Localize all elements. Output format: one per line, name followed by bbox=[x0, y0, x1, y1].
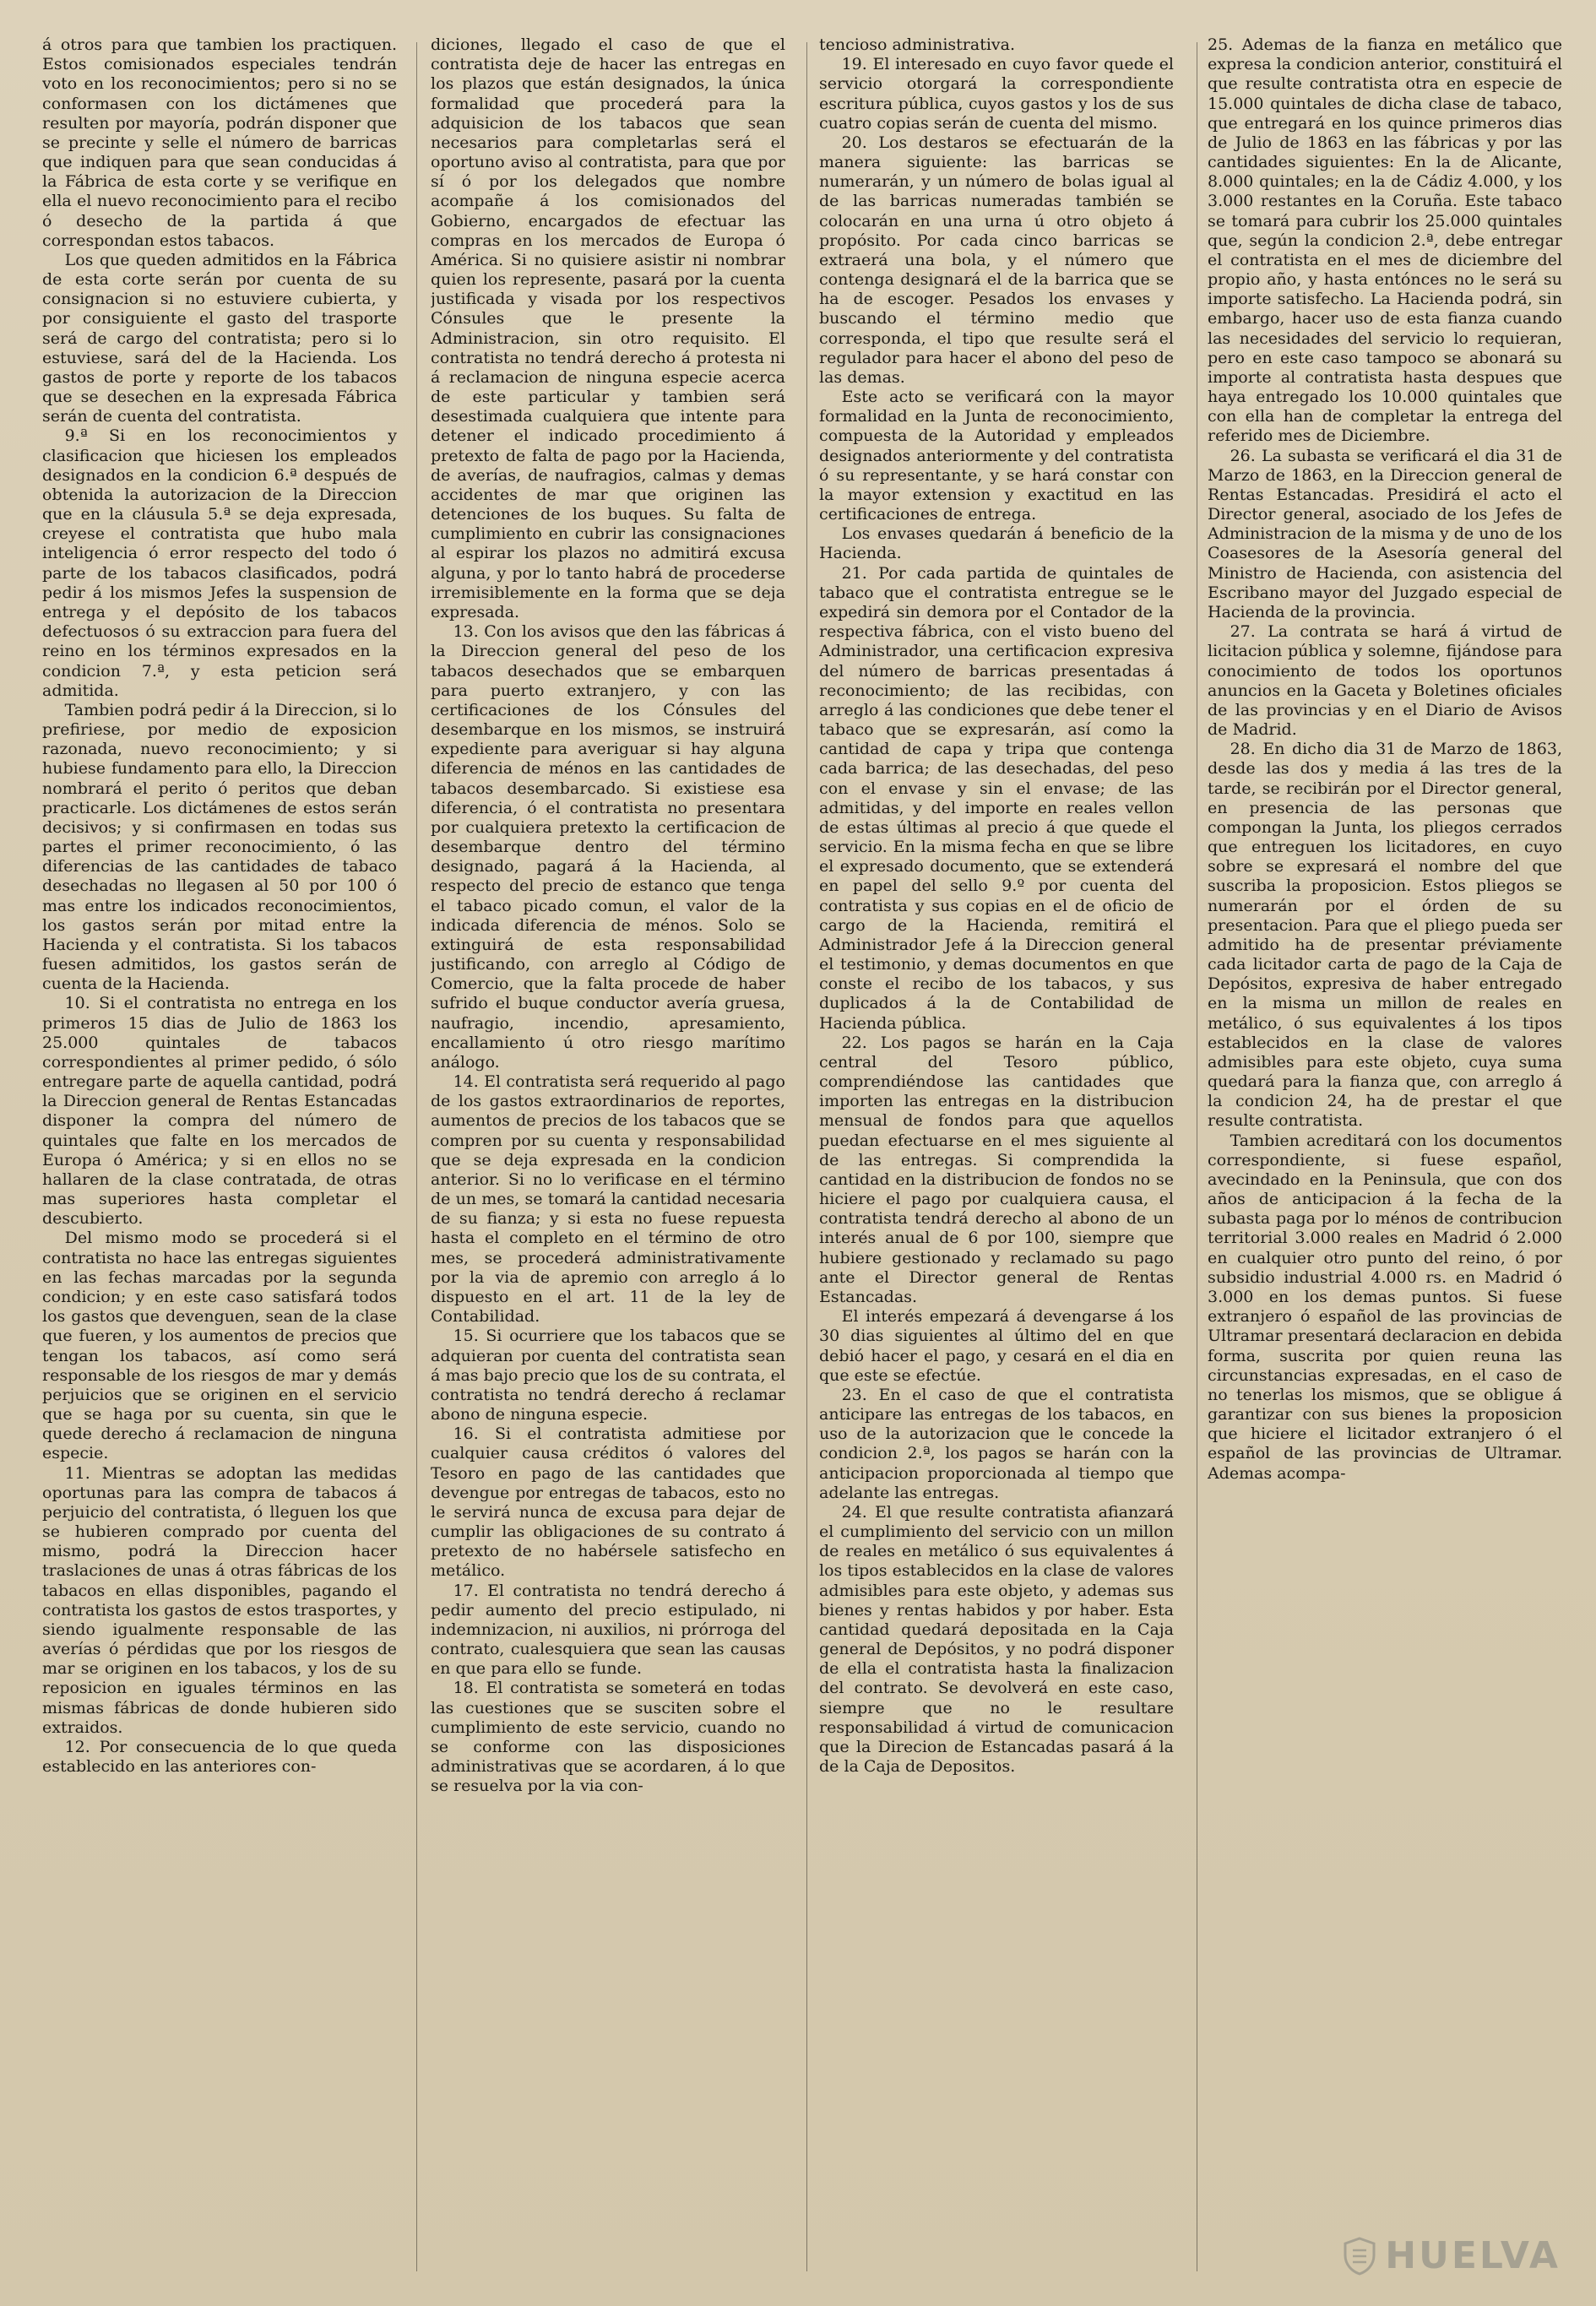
paragraph: 27. La contrata se hará á virtud de licitacion pública y solemne, fijándose para conocimiento de todos los oportunos anuncios en la Gaceta y Boletines oficiales de las provincias y en el Diario de Avisos de Madrid. bbox=[1208, 622, 1562, 740]
paragraph: 9.ª Si en los reconocimientos y clasificacion que hiciesen los empleados designados en la condicion 6.ª después de obtenida la autorizacion de la Direccion que en la cláusula 5.ª se deja expresada, creyese el contratista que hubo mala inteligencia ó error respecto del todo ó parte de los tabacos clasificados, podrá pedir á los mismos Jefes la suspension de entrega y el depósito de los tabacos defectuosos ó su extraccion para fuera del reino en los términos expresados en la condicion 7.ª, y esta peticion será admitida. bbox=[42, 426, 397, 700]
paragraph: diciones, llegado el caso de que el contratista deje de hacer las entregas en los plazos que están designados, la única formalidad que procederá para la adquisicion de los tabacos que sean necesarios para completarlas será el oportuno aviso al contratista, para que por sí ó por los delegados que nombre acompañe á los comisionados del Gobierno, encargados de efectuar las compras en los mercados de Europa ó América. Si no quisiere asistir ni nombrar quien los represente, pasará por la cuenta justificada y visada por los respectivos Cónsules que le presente la Administracion, sin otro requisito. El contratista no tendrá derecho á protesta ni á reclamacion de ninguna especie acerca de este particular y tambien será desestimada cualquiera que intente para detener el indicado procedimiento á pretexto de falta de pago por la Hacienda, de averías, de naufragios, calmas y demas accidentes de mar que originen las detenciones de los buques. Su falta de cumplimiento en cubrir las consignaciones al espirar los plazos no admitirá excusa alguna, y por lo tanto habrá de procederse irremisiblemente en la forma que se deja expresada. bbox=[431, 35, 785, 621]
paragraph: á otros para que tambien los practiquen. Estos comisionados especiales tendrán voto en los reconocimientos; pero si no se conformasen con los dictámenes que resulten por mayoría, podrán disponer que se precinte y selle el número de barricas que indiquen para que sean conducidas á la Fábrica de esta corte y se verifique en ella el nuevo reconocimiento para el recibo ó desecho de la partida á que correspondan estos tabacos. bbox=[42, 35, 397, 250]
text-column-2 bbox=[431, 35, 785, 2273]
paragraph: 12. Por consecuencia de lo que queda establecido en las anteriores con- bbox=[42, 1737, 397, 1777]
column-rule bbox=[806, 42, 807, 2271]
paragraph: 14. El contratista será requerido al pago de los gastos extraordinarios de reportes, aumentos de precios de los tabacos que se compren por su cuenta y responsabilidad que se deja expresada en la condicion anterior. Si no lo verificase en el término de un mes, se tomará la cantidad necesaria de su fianza; y si esta no fuese repuesta hasta el completo en el término de otro mes, se procederá administrativamente por la via de apremio con arreglo á lo dispuesto en el art. 11 de la ley de Contabilidad. bbox=[431, 1072, 785, 1327]
paragraph: tencioso administrativa. bbox=[819, 35, 1016, 54]
paragraph: 10. Si el contratista no entrega en los primeros 15 dias de Julio de 1863 los 25.000 quintales de tabacos correspondientes al primer pedido, ó sólo entregare parte de aquella cantidad, podrá la Direccion general de Rentas Estancadas disponer la compra del número de quintales que falte en los mercados de Europa ó América; y si en ellos no se hallaren de la clase contratada, de otras mas superiores hasta completar el descubierto. bbox=[42, 994, 397, 1229]
paragraph: El interés empezará á devengarse á los 30 dias siguientes al último del en que debió hacer el pago, y cesará en el dia en que este se efectúe. bbox=[819, 1307, 1174, 1385]
paragraph: 20. Los destaros se efectuarán de la manera siguiente: las barricas se numerarán, y un número de bolas igual al de las barricas numeradas también se colocarán en una urna ú otro objeto á propósito. Por cada cinco barricas se extraerá una bola, y el número que contenga designará el de la barrica que se ha de escoger. Pesados los envases y buscando el término medio que corresponda, el tipo que resulte será el regulador para hacer el abono del peso de las demas. bbox=[819, 133, 1174, 387]
paragraph: 19. El interesado en cuyo favor quede el servicio otorgará la correspondiente escritura pública, cuyos gastos y los de sus cuatro copias serán de cuenta del mismo. bbox=[819, 55, 1174, 133]
paragraph: 13. Con los avisos que den las fábricas á la Direccion general del peso de los tabacos desechados que se embarquen para puerto extranjero, y con las certificaciones de los Cónsules del desembarque en los mismos, se instruirá expediente para averiguar si hay alguna diferencia de ménos en las cantidades de tabacos desembarcado. Si existiese esa diferencia, ó el contratista no presentara por cualquiera pretexto la certificacion de desembarque dentro del término designado, pagará á la Hacienda, al respecto del precio de estanco que tenga el tabaco picado comun, el valor de la indicada diferencia de ménos. Solo se extinguirá de esta responsabilidad justificando, con arreglo al Código de Comercio, que la falta procede de haber sufrido el buque conductor avería gruesa, naufragio, incendio, apresamiento, encallamiento ú otro riesgo marítimo análogo. bbox=[431, 622, 785, 1072]
text-column-4 bbox=[1208, 35, 1562, 2273]
archive-watermark bbox=[1343, 2234, 1561, 2277]
paragraph: Los que queden admitidos en la Fábrica de esta corte serán por cuenta de su consignacion si no estuviere cubierta, y por consiguiente el gasto del trasporte será de cargo del contratista; pero si lo estuviese, sará del de la Hacienda. Los gastos de porte y reporte de los tabacos que se desechen en la expresada Fábrica serán de cuenta del contratista. bbox=[42, 250, 397, 426]
paragraph: 16. Si el contratista admitiese por cualquier causa créditos ó valores del Tesoro en pago de las cantidades que devengue por entregas de tabacos, esto no le servirá nunca de excusa para dejar de cumplir las obligaciones de su contrato á pretexto de no habérsele satisfecho en metálico. bbox=[431, 1424, 785, 1581]
paragraph: Tambien acreditará con los documentos correspondiente, si fuese español, avecindado en la Peninsula, que con dos años de anticipacion á la fecha de la subasta paga por lo ménos de contribucion territorial 3.000 reales en Madrid ó 2.000 en cualquier otro punto del reino, ó por subsidio industrial 4.000 rs. en Madrid ó 3.000 en los demas puntos. Si fuese extranjero ó español de las provincias de Ultramar presentará declaracion en debida forma, suscrita por quien reuna las circunstancias expresadas, en el caso de no tenerlas los mismos, que se obligue á garantizar con sus bienes la proposicion que hiciere el licitador extranjero ó el español de las provincias de Ultramar. Ademas acompa- bbox=[1208, 1131, 1562, 1483]
paragraph: Este acto se verificará con la mayor formalidad en la Junta de reconocimiento, compuesta de la Autoridad y empleados designados anteriormente y del contratista ó su representante, y se hará constar con la mayor extension y exactitud en las certificaciones de entrega. bbox=[819, 388, 1174, 524]
shield-emblem-icon bbox=[1343, 2237, 1376, 2276]
watermark-text: HUELVA bbox=[1385, 2234, 1561, 2277]
paragraph: Los envases quedarán á beneficio de la Hacienda. bbox=[819, 524, 1174, 563]
paragraph: 11. Mientras se adoptan las medidas oportunas para las compra de tabacos á perjuicio del contratista, ó lleguen los que se hubieren comprado por cuenta del mismo, podrá la Direccion hacer traslaciones de unas á otras fábricas de los tabacos en ellas disponibles, pagando el contratista los gastos de estos trasportes, y siendo igualmente responsable de las averías ó pérdidas que por los riesgos de mar se originen en los tabacos, y los de su reposicion en iguales términos en las mismas fábricas de donde hubieren sido extraidos. bbox=[42, 1463, 397, 1737]
paragraph: 25. Ademas de la fianza en metálico que expresa la condicion anterior, constituirá el que resulte contratista otra en especie de 15.000 quintales de dicha clase de tabaco, que entregará en los quince primeros dias de Julio de 1863 en las fábricas y por las cantidades siguientes: En la de Alicante, 8.000 quintales; en la de Cádiz 4.000, y los 3.000 restantes en la Coruña. Este tabaco se tomará para cubrir los 25.000 quintales que, según la condicion 2.ª, debe entregar el contratista en el mes de diciembre del propio año, y hasta entónces no le será su importe satisfecho. La Hacienda podrá, sin embargo, hacer uso de esta fianza cuando las necesidades del servicio lo requieran, pero en este caso tampoco se abonará su importe al contratista hasta despues que haya entregado los 10.000 quintales que con ella han de completar la entrega del referido mes de Diciembre. bbox=[1208, 35, 1562, 446]
paragraph: Tambien podrá pedir á la Direccion, si lo prefiriese, por medio de exposicion razonada, nuevo reconocimiento; y si hubiese fundamento para ello, la Direccion nombrará el perito ó peritos que deban practicarle. Los dictámenes de estos serán decisivos; y si confirmasen en todas sus partes el primer reconocimiento, ó las diferencias de las cantidades de tabaco desechadas no llegasen al 50 por 100 ó mas entre los indicados reconocimientos, los gastos serán por mitad entre la Hacienda y el contratista. Si los tabacos fuesen admitidos, los gastos serán de cuenta de la Hacienda. bbox=[42, 700, 397, 994]
column-rule bbox=[416, 42, 417, 2271]
paragraph: 23. En el caso de que el contratista anticipare las entregas de los tabacos, en uso de la autorizacion que le concede la condicion 2.ª, los pagos se harán con la anticipacion proporcionada al tiempo que adelante las entregas. bbox=[819, 1385, 1174, 1502]
paragraph: 28. En dicho dia 31 de Marzo de 1863, desde las dos y media á las tres de la tarde, se recibirán por el Director general, en presencia de las personas que compongan la Junta, los pliegos cerrados que entreguen los licitadores, en cuyo sobre se expresará el nombre del que suscriba la proposicion. Estos pliegos se numerarán por el órden de su presentacion. Para que el pliego pueda ser admitido ha de presentar préviamente cada licitador carta de pago de la Caja de Depósitos, expresiva de haber entregado en la misma un millon de reales en metálico, ó sus equivalentes á los tipos establecidos en la clase de valores admisibles para este objeto, cuya suma quedará para la fianza que, con arreglo á la condicion 24, ha de prestar el que resulte contratista. bbox=[1208, 740, 1562, 1131]
paragraph: 18. El contratista se someterá en todas las cuestiones que se susciten sobre el cumplimiento de este servicio, cuando no se conforme con las disposiciones administrativas que se acordaren, á lo que se resuelva por la via con- bbox=[431, 1679, 785, 1796]
paragraph: 21. Por cada partida de quintales de tabaco que el contratista entregue se le expedirá sin demora por el Contador de la respectiva fábrica, con el visto bueno del Administrador, una certificacion expresiva del número de barricas presentadas á reconocimiento; de las recibidas, con arreglo á las condiciones que debe tener el tabaco que se expresarán, así como la cantidad de capa y tripa que contenga cada barrica; de las desechadas, del peso con el envase y sin el envase; de las admitidas, y del importe en reales vellon de estas últimas al precio á que quede el servicio. En la misma fecha en que se libre el expresado documento, que se extenderá en papel del sello 9.º por cuenta del contratista y sus copias en el de oficio de cargo de la Hacienda, remitirá el Administrador Jefe á la Direccion general el testimonio, y demas documentos en que conste el recibo de los tabacos, y sus duplicados á la de Contabilidad de Hacienda pública. bbox=[819, 563, 1174, 1033]
paragraph: Del mismo modo se procederá si el contratista no hace las entregas siguientes en las fechas marcadas por la segunda condicion; y en este caso satisfará todos los gastos que devenguen, sean de la clase que fueren, y los aumentos de precios que tengan los tabacos, así como será responsable de los riesgos de mar y demás perjuicios que se originen en el servicio que se haga por su cuenta, sin que le quede derecho á reclamacion de ninguna especie. bbox=[42, 1229, 397, 1463]
paragraph: 24. El que resulte contratista afianzará el cumplimiento del servicio con un millon de reales en metálico ó sus equivalentes á los tipos establecidos en la clase de valores admisibles para este objeto, y ademas sus bienes y rentas habidos y por haber. Esta cantidad quedará depositada en la Caja general de Depósitos, y no podrá disponer de ella el contratista hasta la finalizacion del contrato. Se devolverá en este caso, siempre que no le resultare responsabilidad á virtud de comunicacion que la Direcion de Estancadas pasará á la de la Caja de Depositos. bbox=[819, 1502, 1174, 1777]
paragraph: 17. El contratista no tendrá derecho á pedir aumento del precio estipulado, ni indemnizacion, ni auxilios, ni prórroga del contrato, cualesquiera que sean las causas en que para ello se funde. bbox=[431, 1581, 785, 1679]
paragraph: 22. Los pagos se harán en la Caja central del Tesoro público, comprendiéndose las cantidades que importen las entregas en la distribucion mensual de fondos para que aquellos puedan efectuarse en el mes siguiente al de las entregas. Si comprendida la cantidad en la distribucion de fondos no se hiciere el pago por cualquiera causa, el contratista tendrá derecho al abono de un interés anual de 6 por 100, siempre que hubiere gestionado y reclamado su pago ante el Director general de Rentas Estancadas. bbox=[819, 1033, 1174, 1306]
text-column-1 bbox=[42, 35, 397, 2273]
paragraph: 15. Si ocurriere que los tabacos que se adquieran por cuenta del contratista sean á mas bajo precio que los de su contrata, el contratista no tendrá derecho á reclamar abono de ninguna especie. bbox=[431, 1327, 785, 1424]
paragraph: 26. La subasta se verificará el dia 31 de Marzo de 1863, en la Direccion general de Rentas Estancadas. Presidirá el acto el Director general, asociado de los Jefes de Administracion de la misma y de uno de los Coasesores de la Asesoría general del Ministro de Hacienda, con asistencia del Escribano mayor del Juzgado especial de Hacienda de la provincia. bbox=[1208, 446, 1562, 621]
text-column-3 bbox=[819, 35, 1174, 2273]
